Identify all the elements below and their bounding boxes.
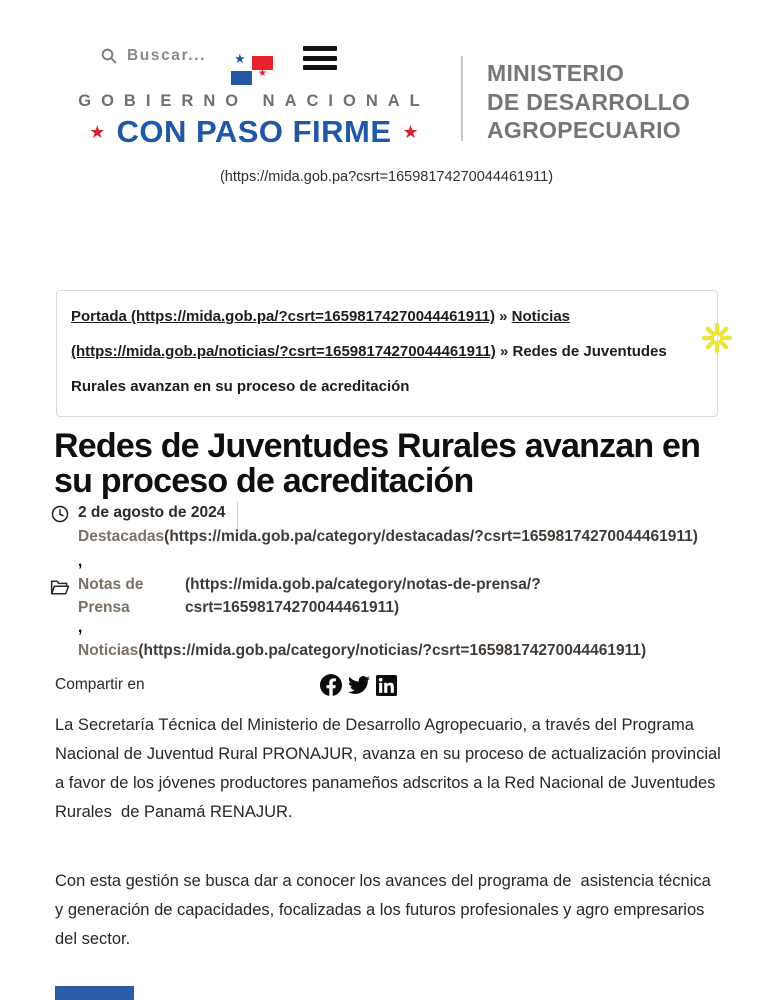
- category-comma: ,: [78, 553, 83, 570]
- bottom-blue-element: [55, 986, 134, 1000]
- menu-bar: [303, 56, 337, 61]
- site-url-text: (https://mida.gob.pa?csrt=16598174270044461911): [219, 169, 554, 185]
- brand-left-star-icon: ★: [89, 121, 106, 142]
- menu-bar: [303, 46, 337, 51]
- ministry-name: [487, 59, 690, 145]
- linkedin-icon[interactable]: [376, 675, 397, 696]
- category-name[interactable]: Noticias: [78, 642, 139, 659]
- search-icon: [100, 47, 118, 65]
- twitter-icon[interactable]: [347, 674, 371, 696]
- category-url[interactable]: (https://mida.gob.pa/category/noticias/?csrt=16598174270044461911): [138, 642, 647, 659]
- ministry-line: DE DESARROLLO: [487, 88, 691, 115]
- government-logo[interactable]: [64, 92, 444, 150]
- breadcrumb-separator: »: [499, 343, 509, 360]
- breadcrumb-current: Redes de Juventudes Rurales avanzan en su proceso de acreditación: [71, 343, 667, 395]
- menu-bar: [303, 65, 337, 70]
- category-comma: ,: [78, 619, 83, 636]
- folder-icon: [50, 579, 70, 596]
- ministry-line: AGROPECUARIO: [487, 117, 682, 143]
- category-link-notas-de-prensa[interactable]: [78, 573, 723, 619]
- brand-main-text: CON PASO FIRME: [116, 114, 392, 149]
- facebook-icon[interactable]: [320, 674, 342, 696]
- category-url-line: (https://mida.gob.pa/category/notas-de-prensa/?: [185, 576, 541, 593]
- article-meta: [50, 502, 740, 672]
- article-paragraph-2: Con esta gestión se busca dar a conocer los avances del programa de asistencia técnica y generación de capacidades, focalizadas a los futuros profesionales y agro empresarios del sector.: [55, 872, 716, 948]
- search-placeholder: Buscar...: [127, 47, 207, 64]
- loading-spinner-icon: [701, 322, 733, 354]
- category-link-noticias[interactable]: [78, 642, 723, 660]
- category-name[interactable]: Destacadas: [78, 528, 165, 545]
- publish-date: 2 de agosto de 2024: [78, 504, 226, 521]
- ministry-line: MINISTERIO: [487, 60, 625, 86]
- flag-red-star: ★: [258, 68, 267, 79]
- clock-icon: [51, 505, 69, 523]
- category-url-line: csrt=16598174270044461911): [185, 599, 400, 616]
- flag-blue-star: ★: [234, 51, 246, 66]
- breadcrumb-link-noticias[interactable]: Noticias (https://mida.gob.pa/noticias/?csrt=16598174270044461911): [71, 308, 571, 360]
- brand-top-text: GOBIERNO NACIONAL: [78, 92, 430, 110]
- page-title: Redes de Juventudes Rurales avanzan en su proceso de acreditación: [54, 427, 701, 500]
- breadcrumb: [56, 290, 718, 417]
- category-url[interactable]: (https://mida.gob.pa/category/destacadas/?csrt=16598174270044461911): [164, 528, 698, 545]
- breadcrumb-link-portada[interactable]: Portada (https://mida.gob.pa/?csrt=16598174270044461911): [71, 308, 495, 325]
- category-link-destacadas[interactable]: [78, 528, 723, 546]
- category-name[interactable]: Notas de Prensa: [78, 576, 144, 616]
- brand-right-star-icon: ★: [402, 121, 419, 142]
- header-divider: [461, 56, 463, 141]
- search-box[interactable]: [100, 47, 206, 65]
- article-paragraph-1: La Secretaría Técnica del Ministerio de Desarrollo Agropecuario, a través del Programa Nacional de Juventud Rural PRONAJUR, avanza en su proceso de actualización provincial a favor de los jóvenes productores panameños adscritos a la Red Nacional de Juventudes Rurales de Panamá RENAJUR.: [55, 716, 726, 821]
- breadcrumb-separator: »: [499, 308, 508, 325]
- share-row: [55, 672, 718, 700]
- category-url[interactable]: [185, 573, 541, 619]
- panama-flag-icon: [228, 52, 276, 88]
- share-icons: [320, 674, 397, 696]
- hamburger-menu-icon[interactable]: [303, 46, 337, 75]
- flag-blue-quadrant: [231, 71, 252, 85]
- share-label: Compartir en: [55, 676, 145, 693]
